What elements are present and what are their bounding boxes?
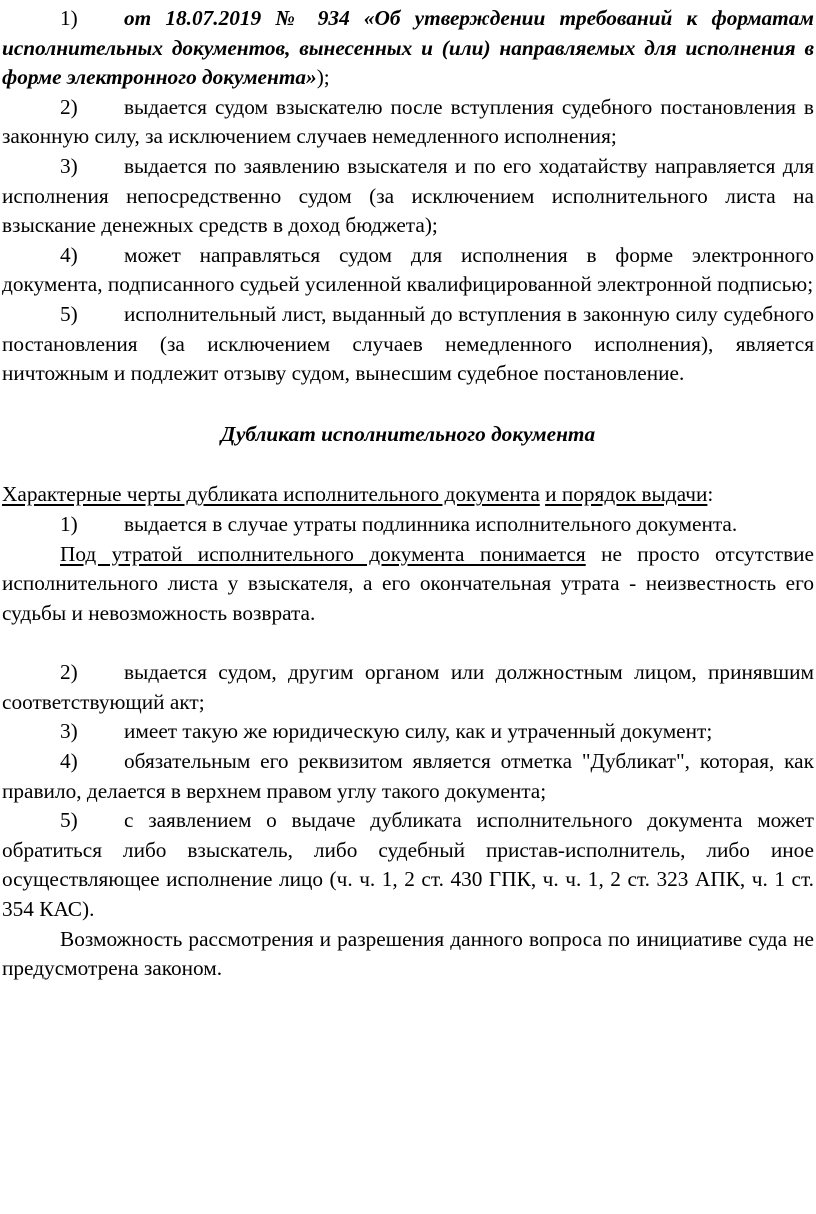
item-number: 3) — [60, 153, 78, 178]
loss-definition-underlined: Под утратой исполнительного документа понимается — [60, 541, 586, 566]
item-text: исполнительный лист, выданный до вступления в законную силу судебного постановления (за исключением случаев немедленного исполнения), является ничтожным и подлежит отзыву судом, вынесшим судебное постановление. — [2, 301, 814, 386]
list-item — [2, 658, 814, 717]
item-text-tail: ); — [316, 65, 330, 90]
item-number: 4) — [60, 749, 78, 774]
item-text-bold: от 18.07.2019 № 934 «Об утверждении требований к форматам исполнительных документов, вынесенных и (или) направляемых для исполнения в форме электронного документа» — [2, 6, 814, 90]
list-item — [2, 4, 814, 93]
list-item — [2, 241, 814, 300]
item-text: обязательным его реквизитом является отметка "Дубликат", которая, как правило, делается в верхнем правом углу такого документа; — [2, 749, 814, 803]
intro-colon: : — [707, 482, 714, 507]
blank-line — [2, 628, 814, 658]
item-number: 5) — [60, 301, 78, 326]
item-text: может направляться судом для исполнения в форме электронного документа, подписанного судьей усиленной квалифицированной электронной подписью; — [2, 242, 814, 297]
item-number: 3) — [60, 719, 78, 744]
item-number: 2) — [60, 94, 78, 119]
intro-part2: и порядок выдачи — [545, 482, 708, 507]
list-item — [2, 806, 814, 924]
item-text: имеет такую же юридическую силу, как и утраченный документ; — [124, 719, 713, 744]
list-item — [2, 93, 814, 152]
list-item — [2, 510, 814, 540]
loss-definition-rest: не просто отсутствие исполнительного листа у взыскателя, а его окончательная утрата - неизвестность его судьбы и невозможность возврата. — [2, 541, 814, 625]
item-text: выдается судом взыскателю после вступления судебного постановления в законную силу, за исключением случаев немедленного исполнения; — [2, 94, 814, 149]
item-number: 1) — [60, 511, 78, 536]
item-text: с заявлением о выдаче дубликата исполнительного документа может обратиться либо взыскатель, либо судебный пристав-исполнитель, либо иное осуществляющее исполнение лицо (ч. ч. 1, 2 ст. 430 ГПК, ч. ч. 1, 2 ст. 323 АПК, ч. 1 ст. 354 КАС). — [2, 808, 814, 922]
item-number: 5) — [60, 808, 78, 833]
final-paragraph: Возможность рассмотрения и разрешения данного вопроса по инициативе суда не предусмотрена законом. — [2, 926, 814, 981]
section-heading: Дубликат исполнительного документа — [220, 421, 596, 446]
list-item — [2, 300, 814, 389]
item-text: выдается по заявлению взыскателя и по его ходатайству направляется для исполнения непосредственно судом (за исключением исполнительного листа на взыскание денежных средств в доход бюджета); — [2, 153, 814, 238]
item-number: 1) — [60, 6, 78, 30]
item-text: выдается судом, другим органом или должностным лицом, принявшим соответствующий акт; — [2, 660, 814, 714]
item-number: 2) — [60, 660, 78, 685]
intro-part1: Характерные черты дубликата исполнительного документа — [2, 482, 540, 507]
list-item — [2, 717, 814, 747]
item-number: 4) — [60, 242, 78, 267]
item-text: выдается в случае утраты подлинника исполнительного документа. — [124, 511, 738, 536]
intro-line — [2, 480, 814, 510]
loss-definition-paragraph — [2, 540, 814, 629]
list-item — [2, 747, 814, 806]
list-item — [2, 152, 814, 241]
